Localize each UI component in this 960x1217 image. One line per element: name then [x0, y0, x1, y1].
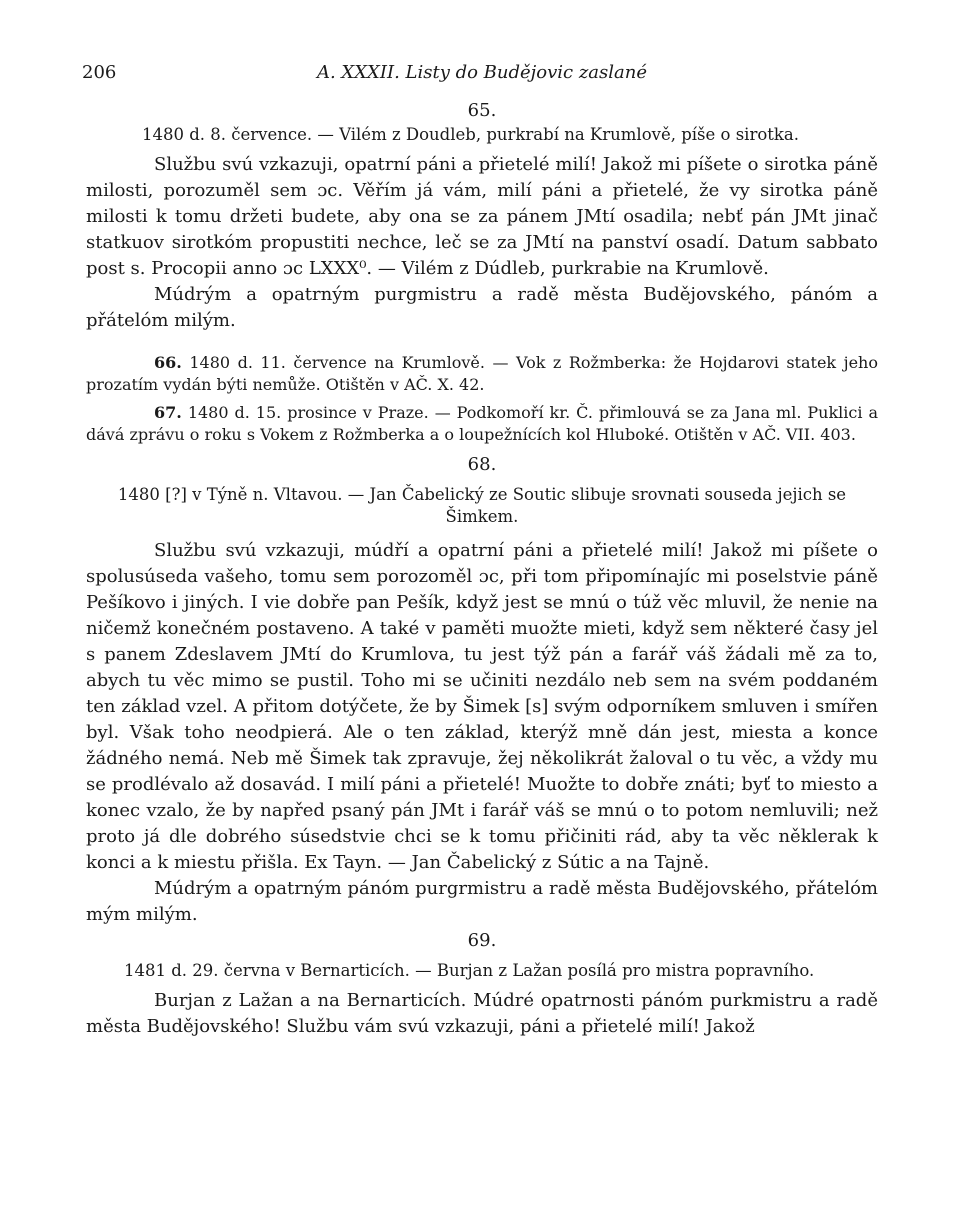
letter-65-address: Múdrým a opatrným purgmistru a radě města Budějovského, pánóm a přátelóm milým. [86, 284, 878, 331]
letter-65-body: Službu svú vzkazuji, opatrní páni a přietelé milí! Jakož mi píšete o sirotka páně milosti, porozuměl sem ɔc. Věřím já vám, milí páni a přietelé, že vy sirotka páně milosti k tomu držeti budete, aby ona se za pánem JMtí osadila; nebť pán JMt jinač statkuov sirotkóm propustiti nechce, leč se za JMtí na panství osadí. Datum sabbato post s. Procopii anno ɔc LXXX⁰. — Vilém z Dúdleb, purkrabie na Krumlově. [86, 154, 878, 279]
letter-66-summary [86, 352, 878, 396]
page-number: 206 [82, 62, 117, 83]
letter-68-regest: 1480 [?] v Týně n. Vltavou. — Jan Čabelický ze Soutic slibuje srovnati souseda jejich se Šimkem. [117, 485, 847, 526]
letter-number-66: 66. [154, 353, 182, 372]
letter-number-68: 68. [467, 454, 497, 475]
letter-67-summary [86, 402, 878, 446]
letter-number-69: 69. [467, 930, 497, 951]
letter-68-address: Múdrým a opatrným pánóm purgrmistru a radě města Budějovského, přátelóm mým milým. [86, 878, 878, 925]
letter-66-text: 1480 d. 11. července na Krumlově. — Vok z Rožmberka: že Hojdarovi statek jeho prozatím vydán býti nemůže. Otištěn v AČ. X. 42. [86, 353, 878, 394]
letter-69-regest: 1481 d. 29. června v Bernarticích. — Burjan z Lažan posílá pro mistra popravního. [124, 961, 815, 980]
letter-65-regest: 1480 d. 8. července. — Vilém z Doudleb, purkrabí na Krumlově, píše o sirotka. [142, 125, 799, 144]
letter-67-text: 1480 d. 15. prosince v Praze. — Podkomoří kr. Č. přimlouvá se za Jana ml. Puklici a dává zprávu o roku s Vokem z Rožmberka a o loupežnících kol Hluboké. Otištěn v AČ. VII. 403. [86, 403, 878, 444]
document-page [82, 62, 878, 1040]
letter-number-67: 67. [154, 403, 182, 422]
page-header [82, 62, 878, 88]
letter-69-body: Burjan z Lažan a na Bernarticích. Múdré opatrnosti pánóm purkmistru a radě města Budějovského! Službu vám svú vzkazuji, páni a přietelé milí! Jakož [86, 990, 878, 1037]
letter-68-body: Službu svú vzkazuji, múdří a opatrní páni a přietelé milí! Jakož mi píšete o spolusúseda vašeho, tomu sem porozoměl ɔc, při tom připomínajíc mi poselstvie páně Pešíkovo i jiných. I vie dobře pan Pešík, když jest se mnú o túž věc mluvil, že nenie na ničemž konečném postaveno. A také v paměti muožte mieti, když sem některé časy jel s panem Zdeslavem JMtí do Krumlova, tu jest týž pán a farář váš žádali mě za to, abych tu věc mimo se pustil. Toho mi se učiniti nezdálo neb sem na svém poddaném ten základ vzel. A přitom dotýčete, že by Šimek [s] svým odporníkem smluven i smířen byl. Však toho neodpierá. Ale o ten základ, kterýž mně dán jest, miesta a konce žádného nemá. Neb mě Šimek tak zpravuje, žej několikrát žaloval o tu věc, a vždy mu se prodlévalo až dosavád. I milí páni a přietelé! Muožte to dobře znáti; byť to miesto a konec vzalo, že by napřed psaný pán JMt i farář váš se mnú o to potom nemluvili; než proto já dle dobrého súsedstvie chci se k tomu přičiniti rád, aby ta věc něklerak k konci a k miestu přišla. Ex Tayn. — Jan Čabelický z Sútic a na Tajně. [86, 540, 878, 873]
running-title: A. XXXII. Listy do Budějovic zaslané [316, 62, 648, 83]
letter-number-65: 65. [467, 100, 497, 121]
